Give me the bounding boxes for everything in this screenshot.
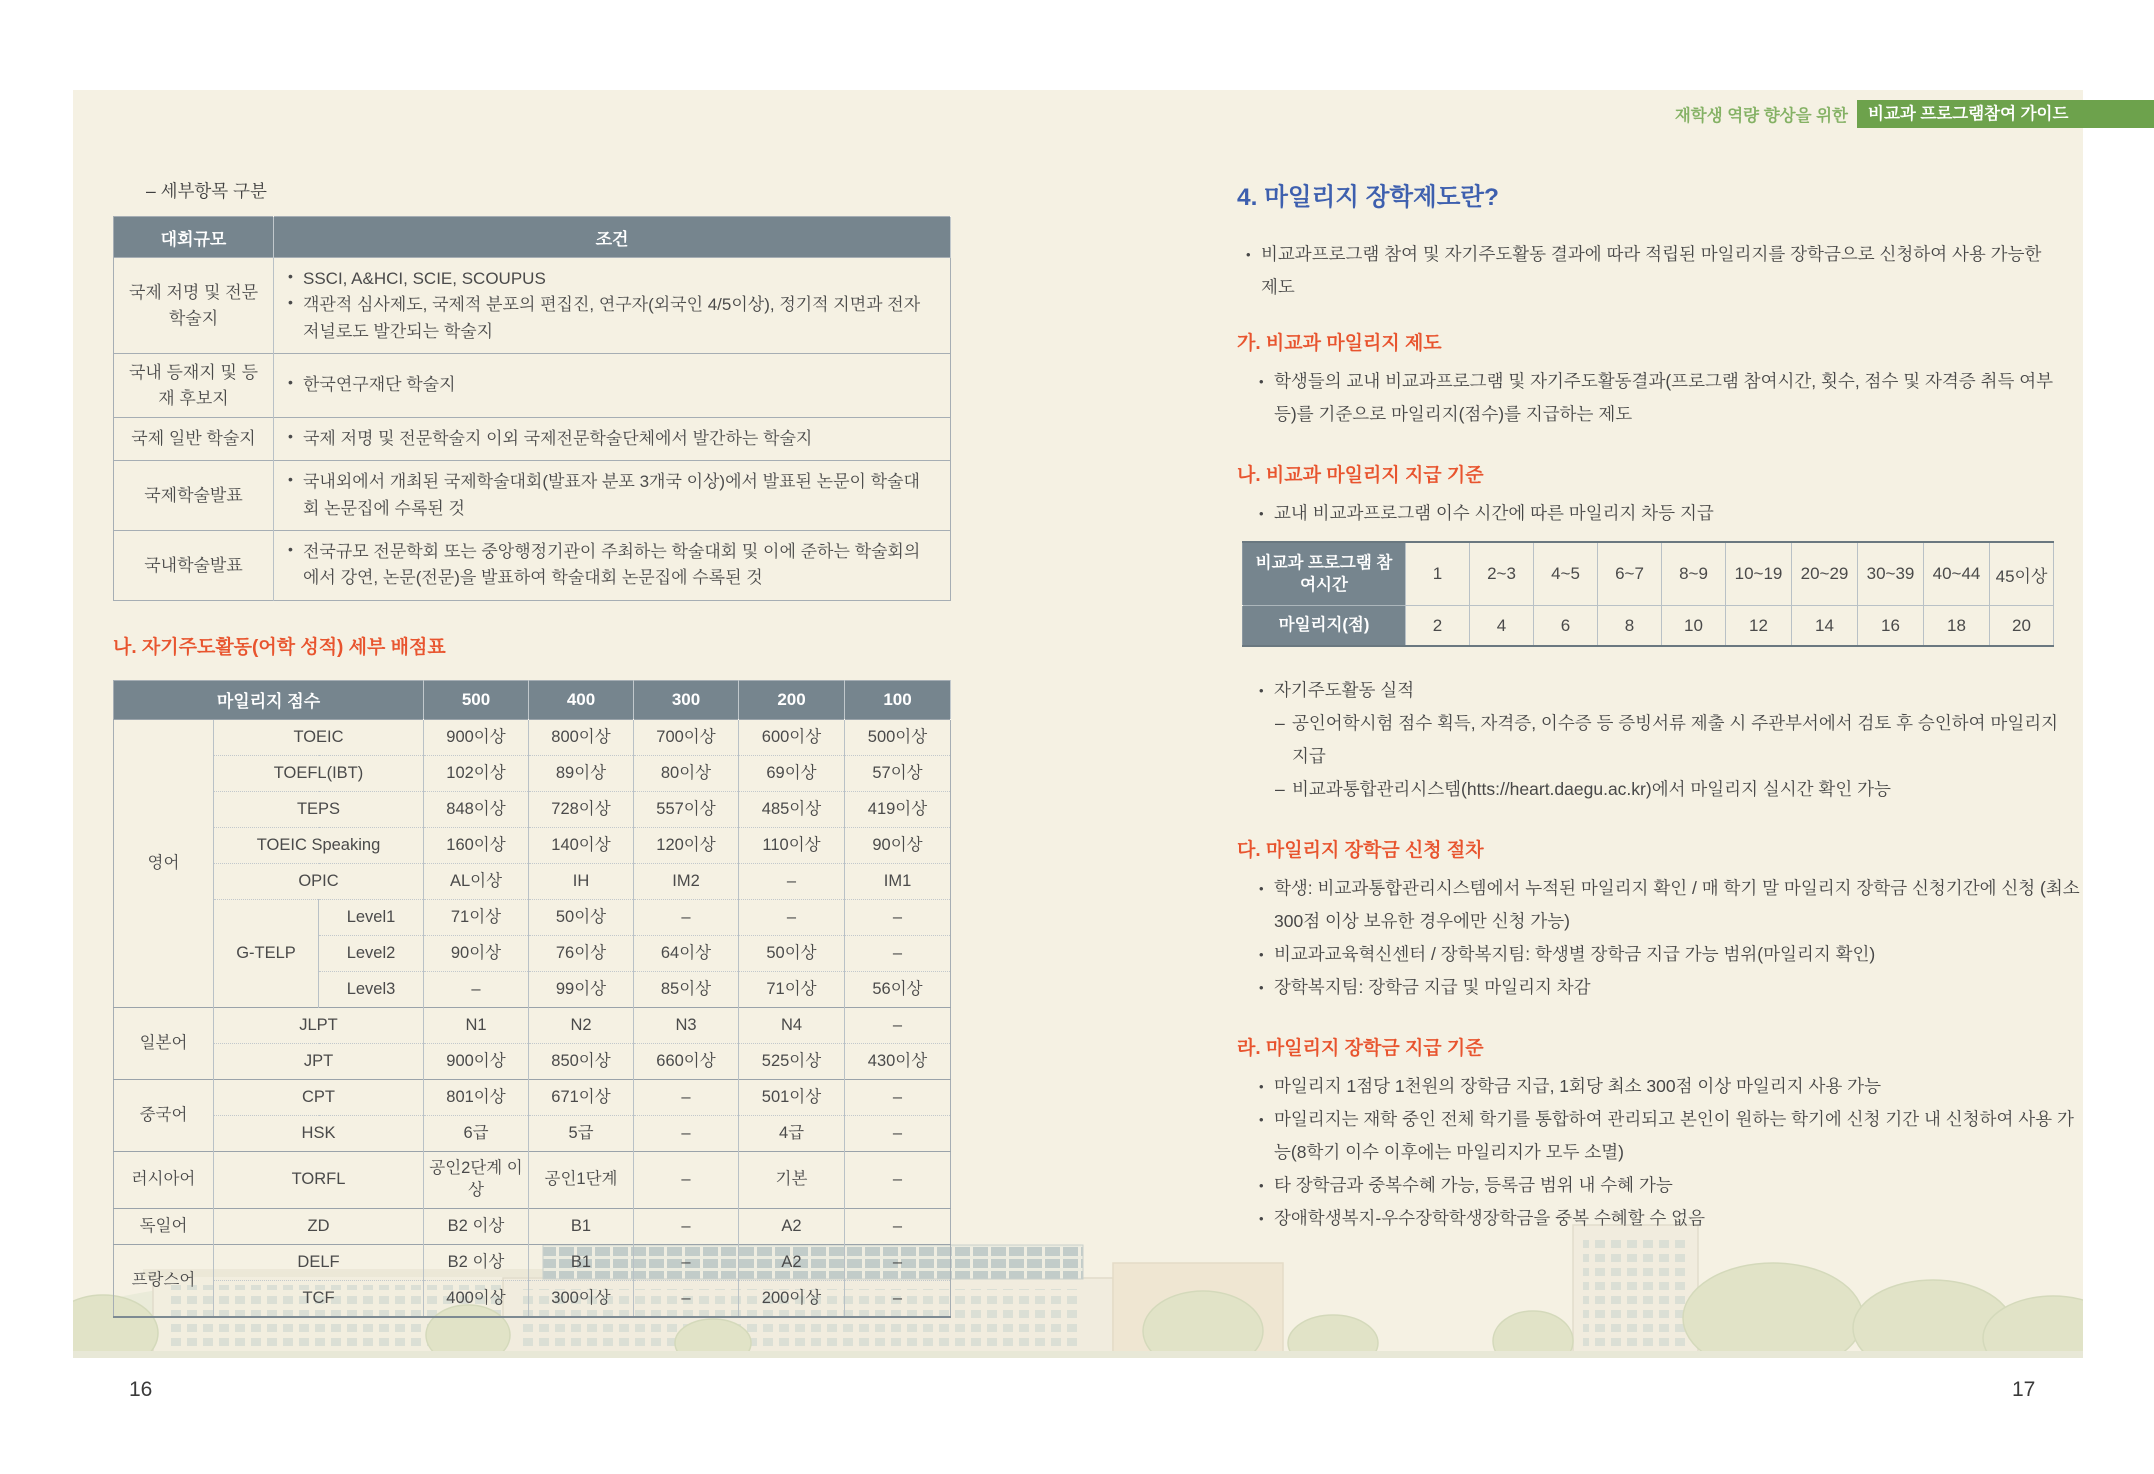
table-row: 국내학술발표 • 전국규모 전문학회 또는 중앙행정기관이 주최하는 학술대회 및 이에 준하는 학술회의에서 강연, 논문(전문)을 발표하여 학술대회 논문집에 수록된 것 xyxy=(114,531,951,601)
sub-bullet: – 비교과통합관리시스템(htts://heart.daegu.ac.kr)에서 마일리지 실시간 확인 가능 xyxy=(1275,773,2075,806)
table-row: 비교과 프로그램 참여시간 1 2~3 4~5 6~7 8~9 10~19 20~29 30~39 40~44 45이상 xyxy=(1243,542,2054,606)
table-row: JPT 900이상 850이상 660이상 525이상 430이상 xyxy=(114,1043,951,1079)
column-header: 대회규모 xyxy=(114,217,274,258)
left-page xyxy=(113,178,950,1318)
column-header: 100 xyxy=(845,680,951,719)
condition-item: • 한국연구재단 학술지 xyxy=(288,372,936,398)
table-row: G-TELP Level1 71이상 50이상 – – – xyxy=(114,899,951,935)
bullet: • 마일리지는 재학 중인 전체 학기를 통합하여 관리되고 본인이 원하는 학기에 신청 기간 내 신청하여 사용 가능(8학기 이수 이후에는 마일리지가 모두 소멸) xyxy=(1256,1103,2076,1169)
table-row: 프랑스어 DELF B2 이상 B1 – A2 – xyxy=(114,1244,951,1280)
condition-item: • SSCI, A&HCI, SCIE, SCOUPUS xyxy=(288,266,936,292)
right-page xyxy=(1237,178,2087,1235)
bullet: • 마일리지 1점당 1천원의 장학금 지급, 1회당 최소 300점 이상 마일리지 사용 가능 xyxy=(1256,1070,2076,1103)
language-score-table xyxy=(113,680,951,1318)
table-row: 국제 일반 학술지 • 국제 저명 및 전문학술지 이외 국제전문학술단체에서 발간하는 학술지 xyxy=(114,418,951,461)
guide-header-prefix: 재학생 역량 향상을 위한 xyxy=(1674,107,1848,125)
bullet: • 교내 비교과프로그램 이수 시간에 따른 마일리지 차등 지급 xyxy=(1256,497,2087,530)
condition-item: • 국제 저명 및 전문학술지 이외 국제전문학술단체에서 발간하는 학술지 xyxy=(288,426,936,452)
guide-header-badge: 비교과 프로그램참여 가이드 xyxy=(1857,100,2154,128)
left-subtitle: – 세부항목 구분 xyxy=(146,181,267,201)
table-header-row xyxy=(114,217,951,258)
bullet: • 비교과교육혁신센터 / 장학복지팀: 학생별 장학금 지급 가능 범위(마일리지 확인) xyxy=(1256,938,2084,971)
table-row: 중국어 CPT 801이상 671이상 – 501이상 – xyxy=(114,1079,951,1115)
mileage-hours-table xyxy=(1242,541,2054,647)
section-heading-da: 다. 마일리지 장학금 신청 절차 xyxy=(1237,840,1484,861)
column-header: 400 xyxy=(529,680,634,719)
page-title: 4. 마일리지 장학제도란? xyxy=(1237,184,1500,211)
content-sheet xyxy=(73,90,2083,1358)
table-row: Level2 90이상 76이상 64이상 50이상 – xyxy=(114,935,951,971)
page-number-right: 17 xyxy=(2012,1378,2036,1401)
bullet: • 학생들의 교내 비교과프로그램 및 자기주도활동결과(프로그램 참여시간, 횟수, 점수 및 자격증 취득 여부 등)를 기준으로 마일리지(점수)를 지급하는 제도 xyxy=(1256,365,2068,431)
guide-header xyxy=(1675,100,2154,128)
row-header: 마일리지(점) xyxy=(1243,606,1406,647)
table-row: 일본어 JLPT N1 N2 N3 N4 – xyxy=(114,1007,951,1043)
column-header: 조건 xyxy=(274,217,951,258)
table-row: TOEIC Speaking 160이상 140이상 120이상 110이상 90이상 xyxy=(114,827,951,863)
column-header: 마일리지 점수 xyxy=(114,680,424,719)
section-heading-ra: 라. 마일리지 장학금 지급 기준 xyxy=(1237,1038,1484,1059)
table-row: 독일어 ZD B2 이상 B1 – A2 – xyxy=(114,1208,951,1244)
table-row: 영어 TOEIC 900이상 800이상 700이상 600이상 500이상 xyxy=(114,719,951,755)
condition-item: • 객관적 심사제도, 국제적 분포의 편집진, 연구자(외국인 4/5이상), 정기적 지면과 전자저널로도 발간되는 학술지 xyxy=(288,292,936,345)
intro-bullet: • 비교과프로그램 참여 및 자기주도활동 결과에 따라 적립된 마일리지를 장학금으로 신청하여 사용 가능한 제도 xyxy=(1243,238,2055,304)
page-number-left: 16 xyxy=(129,1378,153,1401)
conference-criteria-table xyxy=(113,216,951,601)
bullet: • 장애학생복지-우수장학학생장학금을 중복 수혜할 수 없음 xyxy=(1256,1202,2076,1235)
section-heading-language-scores: 나. 자기주도활동(어학 성적) 세부 배점표 xyxy=(113,636,446,658)
condition-item: • 국내외에서 개최된 국제학술대회(발표자 분포 3개국 이상)에서 발표된 논문이 학술대회 논문집에 수록된 것 xyxy=(288,469,936,522)
table-row: 국제 저명 및 전문 학술지 • SSCI, A&HCI, SCIE, SCOUPUS • 객관적 심사제도, 국제적 분포의 편집진, 연구자(외국인 4/5이상), 정기적 지면과 전자저널로도 발간되는 학술지 xyxy=(114,258,951,354)
bullet: • 타 장학금과 중복수혜 가능, 등록금 범위 내 수혜 가능 xyxy=(1256,1169,2076,1202)
table-row: TCF 400이상 300이상 – 200이상 – xyxy=(114,1280,951,1317)
column-header: 500 xyxy=(424,680,529,719)
bullet: • 자기주도활동 실적 xyxy=(1256,674,2068,707)
table-row: TEPS 848이상 728이상 557이상 485이상 419이상 xyxy=(114,791,951,827)
table-row: 국제학술발표 • 국내외에서 개최된 국제학술대회(발표자 분포 3개국 이상)에서 발표된 논문이 학술대회 논문집에 수록된 것 xyxy=(114,461,951,531)
row-header: 비교과 프로그램 참여시간 xyxy=(1243,542,1406,606)
table-header-row xyxy=(114,680,951,719)
table-row: Level3 – 99이상 85이상 71이상 56이상 xyxy=(114,971,951,1007)
section-heading-ga: 가. 비교과 마일리지 제도 xyxy=(1237,333,1442,354)
column-header: 300 xyxy=(634,680,739,719)
bullet: • 학생: 비교과통합관리시스템에서 누적된 마일리지 확인 / 매 학기 말 마일리지 장학금 신청기간에 신청 (최소 300점 이상 보유한 경우에만 신청 가능) xyxy=(1256,872,2084,938)
bullet: • 장학복지팀: 장학금 지급 및 마일리지 차감 xyxy=(1256,971,2084,1004)
sub-bullet: – 공인어학시험 점수 획득, 자격증, 이수증 등 증빙서류 제출 시 주관부서에서 검토 후 승인하여 마일리지 지급 xyxy=(1275,707,2075,773)
table-row: 국내 등재지 및 등재 후보지 • 한국연구재단 학술지 xyxy=(114,354,951,418)
table-row: OPIC AL이상 IH IM2 – IM1 xyxy=(114,863,951,899)
table-row: HSK 6급 5급 – 4급 – xyxy=(114,1115,951,1151)
section-heading-na: 나. 비교과 마일리지 지급 기준 xyxy=(1237,465,1484,486)
table-row: TOEFL(IBT) 102이상 89이상 80이상 69이상 57이상 xyxy=(114,755,951,791)
condition-item: • 전국규모 전문학회 또는 중앙행정기관이 주최하는 학술대회 및 이에 준하는 학술회의에서 강연, 논문(전문)을 발표하여 학술대회 논문집에 수록된 것 xyxy=(288,539,936,592)
table-row: 마일리지(점) 2 4 6 8 10 12 14 16 18 20 xyxy=(1243,606,2054,647)
table-row: 러시아어 TORFL 공인2단계 이상 공인1단계 – 기본 – xyxy=(114,1151,951,1208)
column-header: 200 xyxy=(739,680,845,719)
